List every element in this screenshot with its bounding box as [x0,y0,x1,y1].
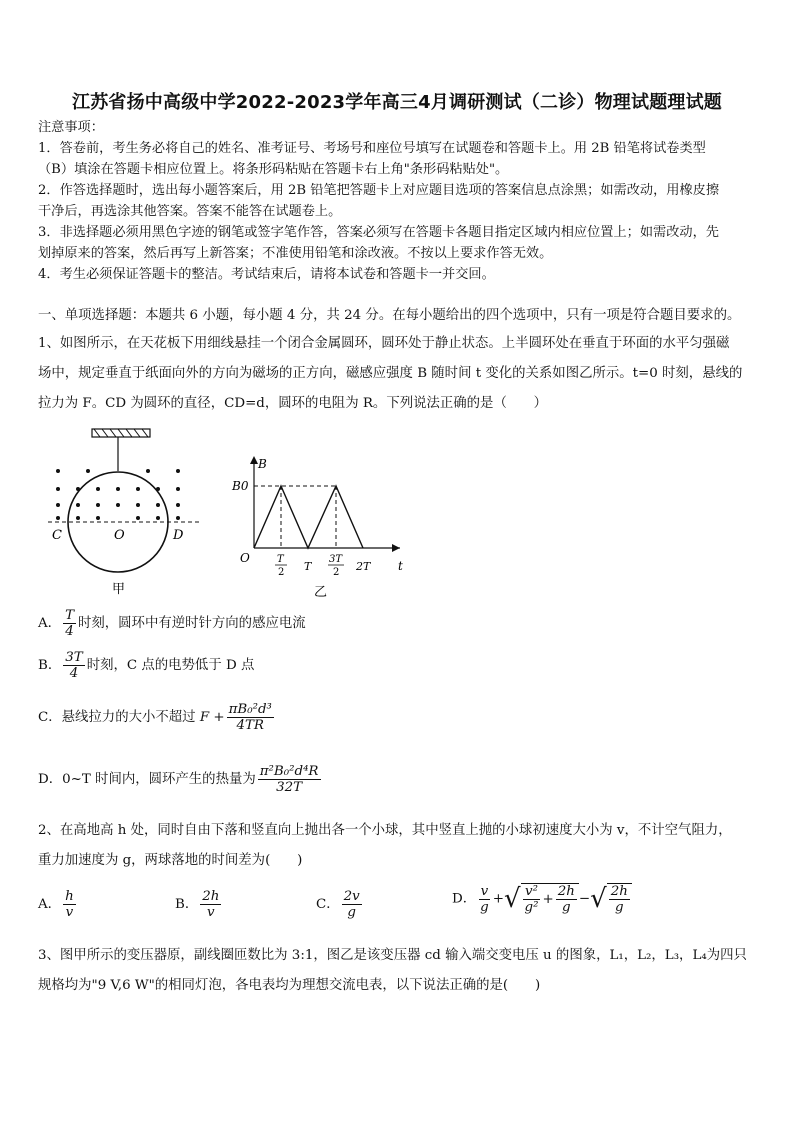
figure-ring-in-field [40,425,200,600]
q1-option-c[interactable]: C．悬线拉力的大小不超过 F + $\frac{\text{πB₀²d³}}{4TR}$ [38,702,272,733]
page-title: 江苏省扬中高级中学2022-2023学年高三4月调研测试（二诊）物理试题理试题 [72,92,722,113]
sqrt-sign: √ [590,884,607,914]
question-1-text: 场中，规定垂直于纸面向外的方向为磁场的正方向，磁感应强度 B 随时间 t 变化的关系如图乙所示。t=0 时刻，悬线的 [38,366,743,381]
section-heading: 一、单项选择题：本题共 6 小题，每小题 4 分，共 24 分。在每小题给出的四个选项中，只有一项是符合题目要求的。 [38,308,741,323]
figure-caption: 甲 [112,582,126,597]
q2-option-b[interactable]: B． $\frac{2h}{v}$ [175,889,220,920]
q2-option-c[interactable]: C． $\frac{2v}{g}$ [316,889,360,920]
question-3-text: 3、图甲所示的变压器原，副线圈匝数比为 3:1，图乙是该变压器 cd 输入端交变电压 u 的图象，L₁，L₂，L₃，L₄为四只 [38,948,747,963]
tick-t-half-num: T [277,554,284,565]
question-3-text: 规格均为"9 V,6 W"的相同灯泡，各电表均为理想交流电表，以下说法正确的是( ) [38,978,541,993]
q2-option-d[interactable]: D． $\frac{v}{g}$ +√ $\frac{\text{v²}}{\text{g²}}$ + $\frac{2h}{g}$ −√ $\frac{2h}{g}$ [452,883,632,915]
q1-option-d[interactable]: D．0~T 时间内，圆环产生的热量为 $\frac{\text{π²B₀²d⁴R}}{32T}$ [38,764,319,795]
tick-3t-half-num: 3T [329,554,343,565]
notice-line: （B）填涂在答题卡相应位置上。将条形码粘贴在答题卡右上角"条形码粘贴处"。 [38,162,509,177]
label-d: D [173,528,184,543]
tick-2t: 2T [356,560,371,573]
notice-line: 划掉原来的答案，然后再写上新答案；不准使用铅笔和涂改液。不按以上要求作答无效。 [38,246,553,261]
origin-label: O [240,551,250,565]
question-1-text: 1、如图所示，在天花板下用细线悬挂一个闭合金属圆环，圆环处于静止状态。上半圆环处在垂直于环面的水平匀强磁 [38,336,730,351]
q2-option-a[interactable]: A． $\frac{h}{v}$ [38,889,74,920]
label-b0: B0 [232,479,249,493]
tick-3t-half-den: 2 [333,567,340,578]
axis-label-t: t [398,559,403,573]
notice-line: 3．非选择题必须用黑色字迹的钢笔或签字笔作答，答案必须写在答题卡各题目指定区域内相应位置上；如需改动，先 [38,225,719,240]
question-2-text: 重力加速度为 g，两球落地的时间差为( ) [38,853,303,868]
label-o: O [114,528,125,543]
notice-line: 1．答卷前，考生务必将自己的姓名、准考证号、考场号和座位号填写在试题卷和答题卡上。用 2B 铅笔将试卷类型 [38,141,706,156]
tick-t-half-den: 2 [278,567,285,578]
axis-label-b: B [258,457,267,471]
figure-caption: 乙 [314,585,328,600]
label-c: C [52,528,62,543]
notice-line: 2．作答选择题时，选出每小题答案后，用 2B 铅笔把答题卡上对应题目选项的答案信息点涂黑；如需改动，用橡皮擦 [38,183,720,198]
question-1-text: 拉力为 F。CD 为圆环的直径，CD=d，圆环的电阻为 R。下列说法正确的是（ ） [38,396,548,411]
q1-option-a[interactable]: A． $\frac{T}{4}$ 时刻，圆环中有逆时针方向的感应电流 [38,608,306,639]
sqrt-sign: √ [503,884,521,914]
question-2-text: 2、在高地高 h 处，同时自由下落和竖直向上抛出各一个小球，其中竖直上抛的小球初速度大小为 v，不计空气阻力， [38,823,732,838]
q1-option-b[interactable]: B． $\frac{3T}{4}$ 时刻，C 点的电势低于 D 点 [38,650,255,681]
figure-b-vs-t-graph [228,452,408,600]
notice-heading: 注意事项： [38,120,104,135]
tick-t: T [304,560,312,573]
notice-line: 干净后，再选涂其他答案。答案不能答在试题卷上。 [38,204,342,219]
notice-line: 4．考生必须保证答题卡的整洁。考试结束后，请将本试卷和答题卡一并交回。 [38,267,495,282]
